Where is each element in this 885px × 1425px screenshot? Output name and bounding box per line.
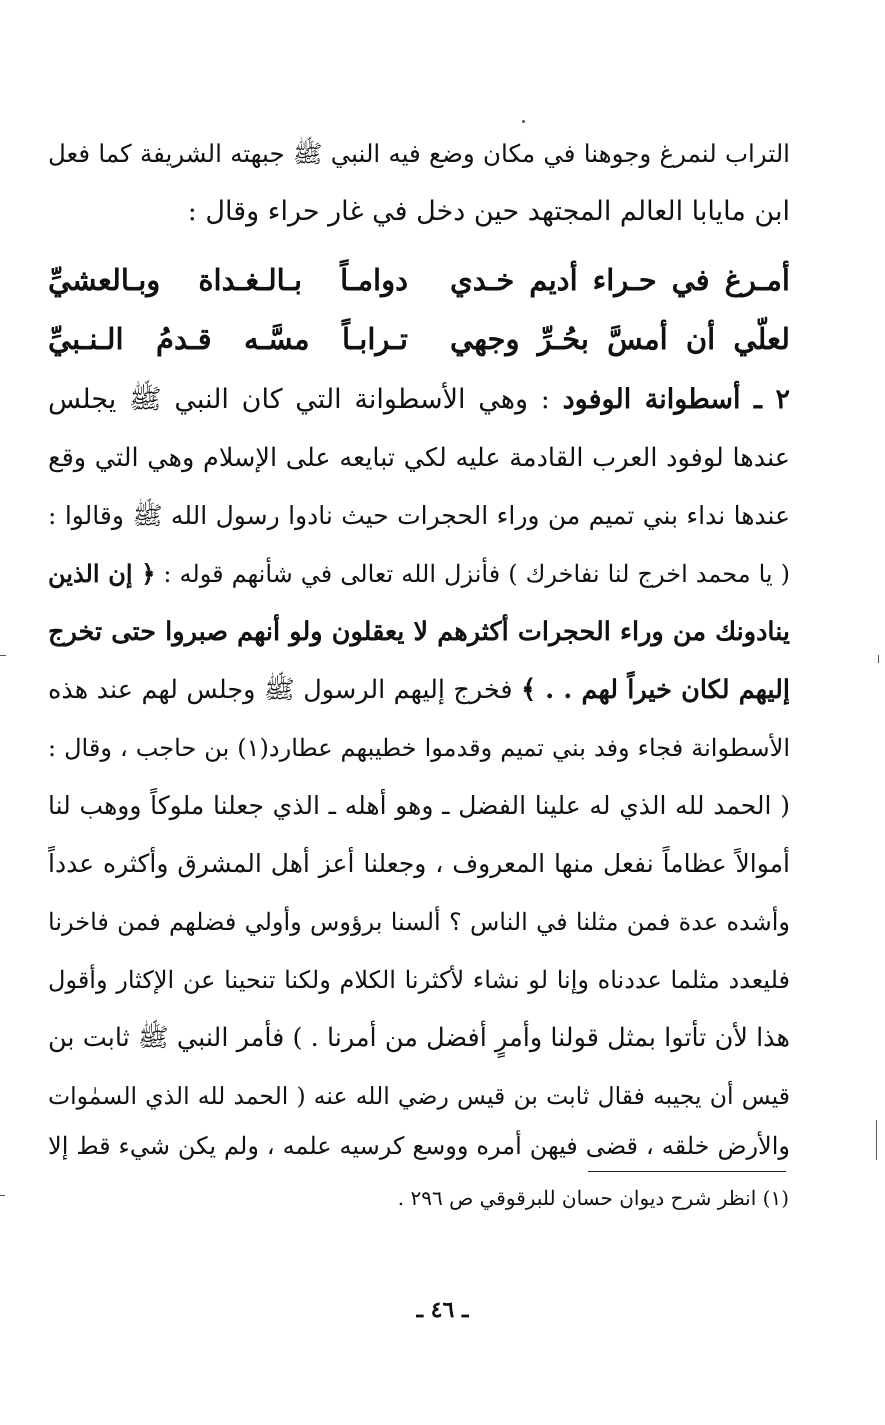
body-line: التراب لنمرغ وجوهنا في مكان وضع فيه النبي ﷺ جبهته الشريفة كما فعل bbox=[48, 139, 790, 168]
poem-verse bbox=[48, 311, 790, 367]
footnote: (١) انظر شرح ديوان حسان للبرقوقي ص ٢٩٦ . bbox=[397, 1186, 789, 1210]
body-line: ابن مايابا العالم المجتهد حين دخل في غار حراء وقال : bbox=[187, 196, 790, 227]
body-line bbox=[48, 662, 790, 718]
poem-hemistich-second: تـرابـاً مسَّـه قـدمُ الـنـبيِّ bbox=[48, 322, 408, 356]
body-text: فخرج إليهم الرسول ﷺ وجلس لهم عند هذه bbox=[48, 675, 513, 705]
body-line: قيس أن يجيبه فقال ثابت بن قيس رضي الله عنه ( الحمد لله الذي السمٰوات bbox=[48, 1082, 790, 1110]
section-heading-continuation: : وهي الأسطوانة التي كان النبي ﷺ يجلس bbox=[48, 384, 550, 415]
margin-mark bbox=[876, 1120, 877, 1160]
body-line: ( الحمد لله الذي له علينا الفضل ـ وهو أهله ـ الذي جعلنا ملوكاً ووهب لنا bbox=[48, 791, 790, 820]
body-line: عندها لوفود العرب القادمة عليه لكي تبايعه على الإسلام وهي التي وقع bbox=[48, 443, 790, 473]
margin-mark bbox=[878, 655, 879, 663]
quran-quote-end: إليهم لكان خيراً لهم . . ﴾ bbox=[521, 675, 790, 705]
body-line: وأشده عدة فمن مثلنا في الناس ؟ ألسنا برؤوس وأولي فضلهم فمن فاخرنا bbox=[48, 908, 790, 936]
margin-mark bbox=[0, 655, 6, 656]
footnote-separator bbox=[588, 1171, 786, 1172]
quran-quote-start: ﴿ إن الذين bbox=[48, 559, 156, 588]
page-number: ـ ٤٦ ـ bbox=[416, 1297, 469, 1323]
quote-intro: ( يا محمد اخرج لنا نفاخرك ) فأنزل الله تعالى في شأنهم قوله : bbox=[163, 560, 790, 588]
body-line: الأسطوانة فجاء وفد بني تميم وقدموا خطيبهم عطارد(١) بن حاجب ، وقال : bbox=[48, 734, 790, 762]
body-line: هذا لأن تأتوا بمثل قولنا وأمرٍ أفضل من أمرنا . ) فأمر النبي ﷺ ثابت بن bbox=[48, 1023, 790, 1053]
body-line: عندها نداء بني تميم من وراء الحجرات حيث نادوا رسول الله ﷺ وقالوا : bbox=[48, 501, 790, 530]
section-heading: ٢ ـ أسطوانة الوفود bbox=[562, 384, 790, 415]
quran-quote-line: ينادونك من وراء الحجرات أكثرهم لا يعقلون ولو أنهم صبروا حتى تخرج bbox=[48, 617, 790, 647]
body-line: فليعدد مثلما عددناه وإنا لو نشاء لأكثرنا الكلام ولكنا تنحينا عن الإكثار وأقول bbox=[48, 966, 790, 994]
margin-mark bbox=[0, 1195, 5, 1196]
body-line bbox=[48, 546, 790, 602]
poem-hemistich-first: لعلّي أن أمسَّ بحُـرِّ وجهي bbox=[450, 322, 790, 356]
body-line: أموالاً عظاماً نفعل منها المعروف ، وجعلنا أعز أهل المشرق وأكثره عدداً bbox=[48, 849, 790, 878]
poem-hemistich-first: أمـرغ في حـراء أديم خـدي bbox=[450, 263, 790, 297]
poem-hemistich-second: دوامـاً بـالـغـداة وبـالعشيِّ bbox=[48, 263, 408, 297]
section-heading-line bbox=[48, 372, 790, 428]
body-line: والأرض خلقه ، قضى فيهن أمره ووسع كرسيه علمه ، ولم يكن شيء قط إلا bbox=[48, 1132, 790, 1160]
poem-verse bbox=[48, 252, 790, 308]
top-dot-mark bbox=[522, 120, 525, 123]
